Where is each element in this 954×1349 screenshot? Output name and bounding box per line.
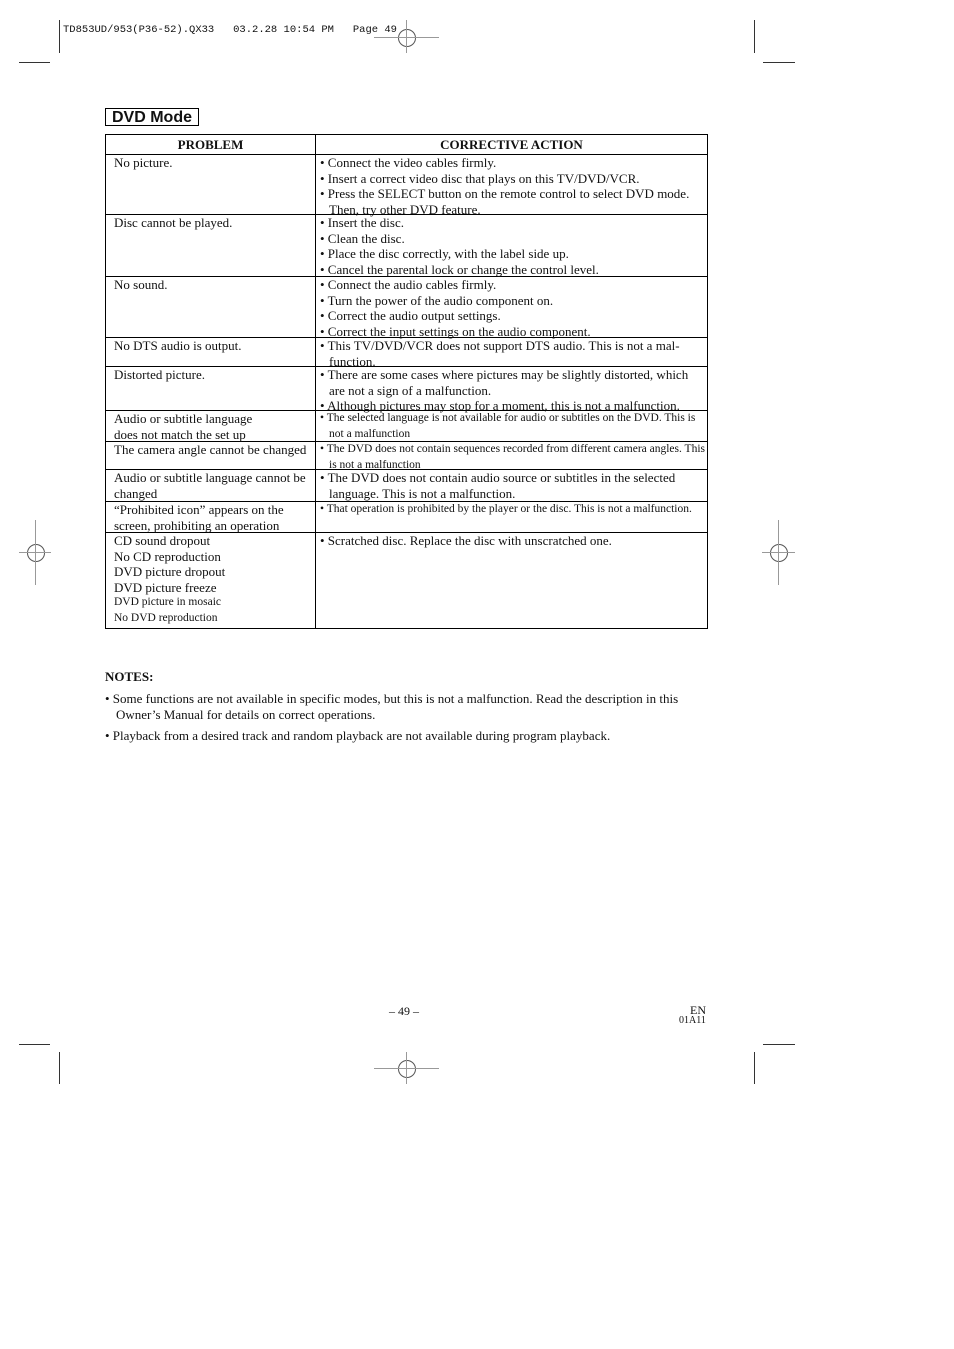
action-text: • Turn the power of the audio component on. bbox=[320, 292, 554, 308]
action-text: • The DVD does not contain audio source or subtitles in the selected language. This is not a malfunction. bbox=[320, 470, 676, 501]
action-text: • Insert the disc. bbox=[320, 215, 404, 230]
action-cell bbox=[316, 215, 707, 277]
problem-cell bbox=[106, 155, 316, 214]
problem-cell bbox=[106, 367, 316, 410]
problem-text: The camera angle cannot be changed bbox=[114, 442, 307, 457]
table-row bbox=[106, 470, 707, 502]
problem-text: CD sound dropout bbox=[114, 533, 211, 548]
troubleshooting-table bbox=[105, 134, 708, 629]
action-text: • Scratched disc. Replace the disc with unscratched one. bbox=[320, 533, 612, 548]
action-cell bbox=[316, 533, 707, 549]
crop-mark bbox=[754, 20, 755, 53]
table-row bbox=[106, 215, 707, 277]
action-cell bbox=[316, 442, 707, 473]
header-problem: PROBLEM bbox=[106, 135, 316, 154]
section-title: DVD Mode bbox=[105, 108, 199, 126]
problem-text: No sound. bbox=[114, 277, 168, 292]
problem-text: “Prohibited icon” appears on the bbox=[114, 502, 284, 517]
action-cell bbox=[316, 155, 707, 217]
problem-text: DVD picture dropout bbox=[114, 564, 226, 579]
header-corrective-action: CORRECTIVE ACTION bbox=[440, 137, 583, 152]
registration-mark bbox=[770, 544, 788, 562]
crop-mark bbox=[763, 1044, 795, 1045]
table-row bbox=[106, 442, 707, 470]
problem-cell bbox=[106, 470, 316, 501]
problem-text: DVD picture freeze bbox=[114, 579, 217, 595]
action-text: • There are some cases where pictures may be slightly distorted, which are not a sign of a malfunction. bbox=[320, 367, 689, 398]
action-text: • Press the SELECT button on the remote control to select DVD mode. Then, try other DVD feature. bbox=[320, 186, 690, 217]
problem-text: DVD picture in mosaic bbox=[114, 596, 221, 608]
problem-cell bbox=[106, 215, 316, 276]
crop-mark bbox=[754, 1052, 755, 1084]
action-cell bbox=[316, 470, 707, 501]
problem-text: does not match the set up bbox=[114, 426, 246, 442]
action-text: • The DVD does not contain sequences recorded from different camera angles. This is not a malfunction bbox=[320, 443, 705, 471]
problem-cell bbox=[106, 338, 316, 366]
table-row bbox=[106, 277, 707, 338]
action-cell bbox=[316, 502, 707, 518]
problem-text: Disc cannot be played. bbox=[114, 215, 233, 230]
problem-cell bbox=[106, 533, 316, 628]
table-row bbox=[106, 411, 707, 442]
registration-mark bbox=[398, 29, 416, 47]
table-row bbox=[106, 502, 707, 533]
table-row bbox=[106, 533, 707, 628]
action-text: • Correct the input settings on the audio component. bbox=[320, 323, 591, 339]
action-text: • Connect the audio cables firmly. bbox=[320, 277, 497, 292]
action-text: • The selected language is not available for audio or subtitles on the DVD. This is not a malfunction bbox=[320, 412, 696, 440]
table-header-row bbox=[106, 135, 707, 155]
table-row bbox=[106, 155, 707, 215]
action-text: • Clean the disc. bbox=[320, 230, 405, 246]
action-text: • Connect the video cables firmly. bbox=[320, 155, 497, 170]
crop-mark bbox=[59, 20, 60, 53]
note-item: • Some functions are not available in specific modes, but this is not a malfunction. Read the description in this Owner’s Manual for details on correct operations. bbox=[105, 691, 679, 722]
problem-text: Audio or subtitle language bbox=[114, 411, 253, 426]
print-slug: TD853UD/953(P36-52).QX33 03.2.28 10:54 PM Page 49 bbox=[63, 24, 397, 36]
action-text: • Correct the audio output settings. bbox=[320, 308, 501, 323]
crop-mark bbox=[59, 1052, 60, 1084]
problem-cell bbox=[106, 442, 316, 469]
crop-mark bbox=[763, 62, 795, 63]
problem-cell bbox=[106, 277, 316, 337]
action-text: • Cancel the parental lock or change the control level. bbox=[320, 261, 599, 277]
table-row bbox=[106, 367, 707, 411]
action-text: • This TV/DVD/VCR does not support DTS audio. This is not a mal-function. bbox=[320, 338, 680, 369]
action-text: • That operation is prohibited by the player or the disc. This is not a malfunction. bbox=[320, 503, 692, 515]
problem-text: No CD reproduction bbox=[114, 548, 221, 564]
table-row bbox=[106, 338, 707, 367]
registration-mark bbox=[398, 1060, 416, 1078]
language-code: EN bbox=[690, 1003, 706, 1017]
problem-text: No DTS audio is output. bbox=[114, 338, 242, 353]
crop-mark bbox=[19, 62, 50, 63]
action-cell bbox=[316, 277, 707, 339]
action-cell bbox=[316, 367, 707, 414]
problem-text: No DVD reproduction bbox=[114, 611, 218, 624]
problem-text: Audio or subtitle language cannot be changed bbox=[114, 470, 306, 501]
problem-text: Distorted picture. bbox=[114, 367, 205, 382]
action-cell bbox=[316, 338, 707, 369]
action-text: • Place the disc correctly, with the label side up. bbox=[320, 246, 569, 261]
action-text: • Insert a correct video disc that plays on this TV/DVD/VCR. bbox=[320, 170, 640, 186]
action-text: • Although pictures may stop for a moment, this is not a malfunction. bbox=[320, 398, 680, 413]
problem-cell bbox=[106, 502, 316, 532]
page-number: – 49 – bbox=[389, 1004, 419, 1018]
note-item: • Playback from a desired track and random playback are not available during program playback. bbox=[105, 728, 611, 743]
registration-mark bbox=[27, 544, 45, 562]
problem-text: No picture. bbox=[114, 155, 173, 170]
problem-cell bbox=[106, 411, 316, 441]
crop-mark bbox=[19, 1044, 50, 1045]
notes-heading: NOTES: bbox=[105, 669, 154, 684]
document-code: 01A11 bbox=[679, 1015, 706, 1026]
problem-text: screen, prohibiting an operation bbox=[114, 517, 280, 533]
action-cell bbox=[316, 411, 707, 442]
